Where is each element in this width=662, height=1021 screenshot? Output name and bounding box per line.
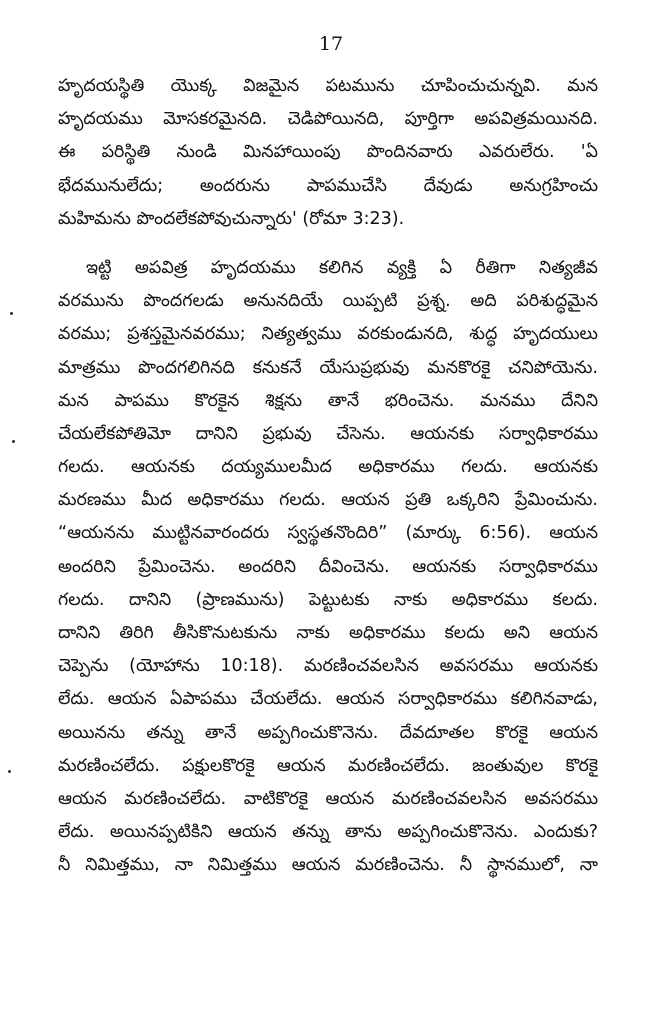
text-line: లేదు. అయినప్పటికిని ఆయన తన్ను తాను అప్పగించుకొనెను. ఎందుకు? — [58, 822, 598, 843]
text-line: వరమును పొందగలడు అనునదియే యిప్పటి ప్రశ్న. అది పరిశుద్ధమైన — [58, 291, 598, 312]
text-line: “ఆయనను ముట్టినవారందరు స్వస్థతనొందిరి” (మార్కు 6:56). ఆయన — [58, 523, 598, 544]
text-line: మాత్రము పొందగలిగినది కనుకనే యేసుప్రభువు మనకొరకై చనిపోయెను. — [58, 357, 598, 378]
text-line: మరణము మీద అధికారము గలదు. ఆయన ప్రతి ఒక్కరిని ప్రేమించును. — [58, 490, 598, 511]
paragraph-gap — [58, 236, 598, 252]
text-line: చెప్పెను (యోహాను 10:18). మరణించవలసిన అవసరము ఆయనకు — [58, 656, 598, 677]
text-line: లేదు. ఆయన ఏపాపము చేయలేదు. ఆయన సర్వాధికారము కలిగినవాడు, — [58, 689, 598, 710]
text-line: నీ నిమిత్తము, నా నిమిత్తము ఆయన మరణించెను. నీ స్థానములో, నా — [58, 855, 598, 876]
text-line: గలదు. ఆయనకు దయ్యములమీద అధికారము గలదు. ఆయనకు — [58, 457, 598, 478]
scan-speck — [8, 770, 11, 773]
page-number: 17 — [318, 33, 344, 55]
scan-speck — [12, 440, 15, 443]
paragraph-1 — [58, 70, 598, 236]
body-text — [58, 70, 598, 883]
text-line: ఈ పరిస్థితి నుండి మినహాయింపు పొందినవారు ఎవరులేరు. 'ఏ — [58, 142, 598, 163]
text-line: భేదమునులేదు; అందరును పాపముచేసి దేవుడు అనుగ్రహించు — [58, 175, 598, 196]
text-line: మరణించలేదు. పక్షులకొరకై ఆయన మరణించలేదు. జంతువుల కొరకై — [58, 755, 598, 776]
text-line: గలదు. దానిని (ప్రాణమును) పెట్టుటకు నాకు అధికారము కలదు. — [58, 589, 598, 610]
text-line: హృదయస్థితి యొక్క విజమైన పటమును చూపించుచున్నవి. మన — [58, 76, 598, 96]
text-line: అయినను తన్ను తానే అప్పగించుకొనెను. దేవదూతల కొరకై ఆయన — [58, 722, 598, 743]
text-line: మన పాపము కొరకైన శిక్షను తానే భరించెను. మనము దేనిని — [58, 390, 598, 411]
text-line: ఆయన మరణించలేదు. వాటికొరకై ఆయన మరణించవలసిన అవసరము — [58, 788, 598, 809]
scan-speck — [10, 312, 13, 315]
paragraph-2 — [58, 252, 598, 883]
text-line: మహిమను పొందలేకపోవుచున్నారు' (రోమా 3:23). — [58, 208, 405, 229]
text-line: హృదయము మోసకరమైనది. చెడిపోయినది, పూర్తిగా అపవిత్రమయినది. — [58, 109, 598, 130]
text-line: చేయలేకపోతిమో దానిని ప్రభువు చేసెను. ఆయనకు సర్వాధికారము — [58, 423, 598, 444]
text-line: ఇట్టి అపవిత్ర హృదయము కలిగిన వ్యక్తి ఏ రీతిగా నిత్యజీవ — [86, 257, 598, 278]
text-line: వరము; ప్రశస్తమైనవరము; నిత్యత్వము వరకుండునది, శుద్ధ హృదయులు — [58, 324, 598, 345]
text-line: అందరిని ప్రేమించెను. అందరిని దీవించెను. ఆయనకు సర్వాధికారము — [58, 556, 598, 577]
text-line: దానిని తిరిగి తీసికొనుటకును నాకు అధికారము కలదు అని ఆయన — [58, 623, 598, 643]
